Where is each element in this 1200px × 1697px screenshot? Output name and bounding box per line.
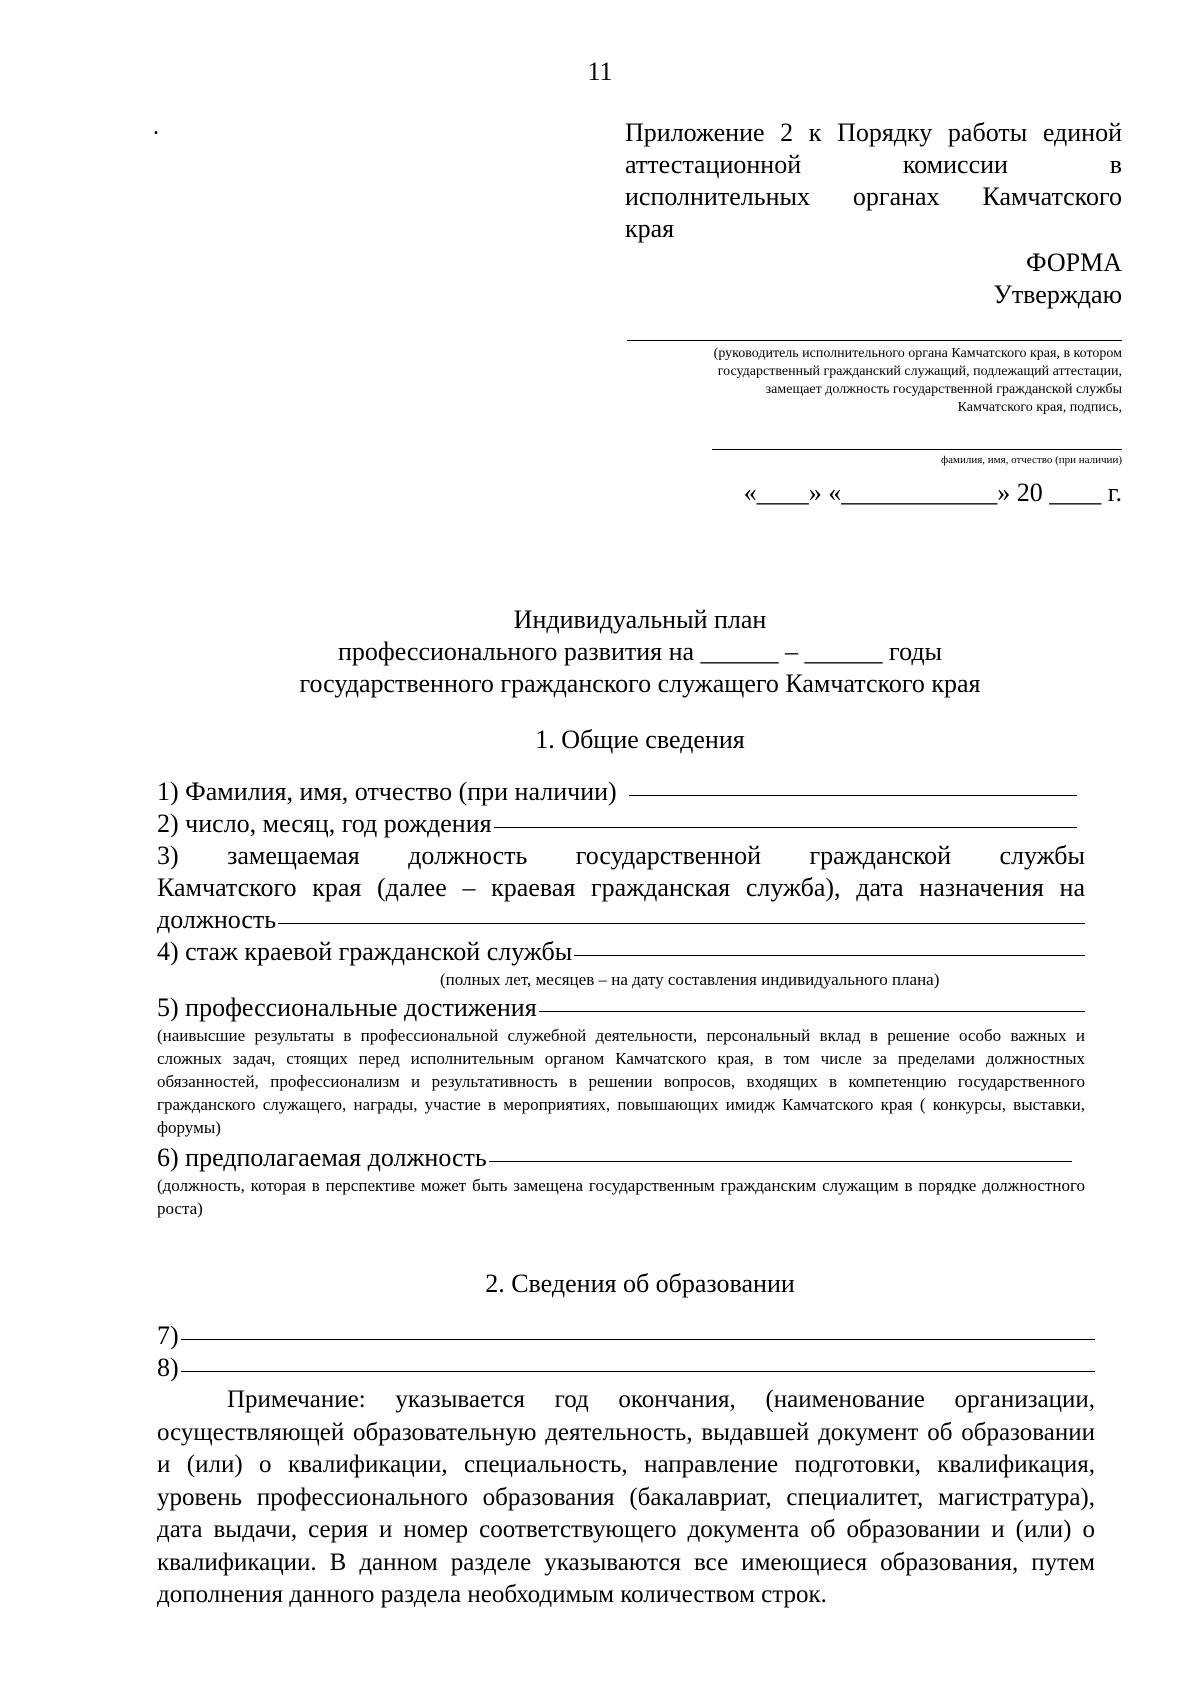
field-birth-date bbox=[157, 808, 1077, 840]
section-2-heading: 2. Сведения об образовании bbox=[485, 1269, 795, 1298]
approve-label: Утверждаю bbox=[993, 280, 1122, 309]
field-service-length-note: (полных лет, месяцев – на дату составления индивидуального плана) bbox=[440, 970, 940, 989]
stray-dot: . bbox=[153, 114, 159, 140]
document-title bbox=[160, 604, 1120, 700]
head-note-line-1: (руководитель исполнительного органа Камчатского края, в котором bbox=[713, 346, 1122, 361]
field-position-line-3: должность bbox=[157, 905, 277, 934]
form-label: ФОРМА bbox=[1026, 248, 1122, 277]
education-row-8 bbox=[157, 1352, 1095, 1384]
field-full-name-input-line[interactable] bbox=[629, 795, 1077, 796]
page-number: 11 bbox=[587, 57, 613, 86]
field-full-name bbox=[157, 776, 1077, 808]
fio-note: фамилия, имя, отчество (при наличии) bbox=[940, 454, 1122, 466]
education-row-8-input-line[interactable] bbox=[181, 1371, 1095, 1372]
head-note-line-2: государственный гражданский служащий, подлежащий аттестации, bbox=[717, 364, 1122, 379]
head-note-line-3: замещает должность государственной гражданской службы bbox=[765, 382, 1122, 397]
section-1-heading: 1. Общие сведения bbox=[535, 725, 745, 754]
head-note bbox=[600, 345, 1122, 417]
field-achievements bbox=[157, 992, 1085, 1024]
field-achievements-note: (наивысшие результаты в профессиональной служебной деятельности, персональный вклад в решение особо важных и сложных задач, стоящих перед исполнительным органом Камчатского края, в том числе за пределами должностных обязанностей, профессионализм и результативность в решении вопросов, входящих в компетенцию государственного гражданского служащего, награды, участие в мероприятиях, повышающих имидж Камчатского края ( конкурсы, выставки, форумы) bbox=[157, 1026, 1085, 1137]
field-position-line-1: 3) замещаемая должность государственной гражданской службы bbox=[157, 841, 1085, 870]
field-achievements-input-line[interactable] bbox=[539, 1011, 1085, 1012]
head-note-line-4: Камчатского края, подпись, bbox=[957, 400, 1122, 415]
field-birth-date-label: 2) число, месяц, год рождения bbox=[157, 809, 492, 838]
field-intended-position-input-line[interactable] bbox=[489, 1161, 1072, 1162]
field-position bbox=[157, 840, 1085, 936]
appendix-line-3: исполнительных органах Камчатского bbox=[625, 182, 1122, 211]
field-position-input-line[interactable] bbox=[278, 923, 1085, 924]
head-signature-line bbox=[627, 340, 1122, 341]
fio-line bbox=[712, 449, 1122, 450]
education-row-7 bbox=[157, 1320, 1095, 1352]
education-note: Примечание: указывается год окончания, (наименование организации, осуществляющей образовательную деятельность, выдавшей документ об образовании и (или) о квалификации, специальность, направление подготовки, квалификация, уровень профессионального образования (бакалавриат, специалитет, магистратура), дата выдачи, серия и номер соответствующего документа об образовании и (или) о квалификации. В данном разделе указываются все имеющиеся образования, путем дополнения данного раздела необходимым количеством строк. bbox=[157, 1386, 1095, 1608]
education-row-7-input-line[interactable] bbox=[181, 1339, 1095, 1340]
field-achievements-label: 5) профессиональные достижения bbox=[157, 993, 537, 1022]
approval-date: «____» «____________» 20 ____ г. bbox=[743, 478, 1122, 507]
title-line-1: Индивидуальный план bbox=[513, 605, 767, 634]
appendix-line-1: Приложение 2 к Порядку работы единой bbox=[625, 118, 1122, 147]
appendix-line-2: аттестационной комиссии в bbox=[625, 150, 1122, 179]
education-row-8-number: 8) bbox=[157, 1353, 179, 1382]
title-line-3: государственного гражданского служащего Камчатского края bbox=[299, 669, 981, 698]
education-row-7-number: 7) bbox=[157, 1321, 179, 1350]
title-line-2: профессионального развития на ______ – ______ годы bbox=[337, 637, 943, 666]
field-service-length-label: 4) стаж краевой гражданской службы bbox=[157, 937, 573, 966]
appendix-line-4: края bbox=[625, 214, 675, 243]
field-full-name-label: 1) Фамилия, имя, отчество (при наличии) bbox=[157, 777, 617, 806]
field-intended-position-note: (должность, которая в перспективе может быть замещена государственным гражданским служащим в порядке должностного роста) bbox=[157, 1176, 1085, 1218]
field-service-length bbox=[157, 936, 1085, 968]
field-intended-position bbox=[157, 1142, 1072, 1174]
field-position-row-3 bbox=[157, 904, 1085, 936]
field-position-line-2: Камчатского края (далее – краевая гражданская служба), дата назначения на bbox=[157, 873, 1085, 902]
field-birth-date-input-line[interactable] bbox=[494, 827, 1077, 828]
field-service-length-input-line[interactable] bbox=[574, 955, 1085, 956]
field-intended-position-label: 6) предполагаемая должность bbox=[157, 1143, 487, 1172]
appendix-block bbox=[625, 117, 1122, 245]
